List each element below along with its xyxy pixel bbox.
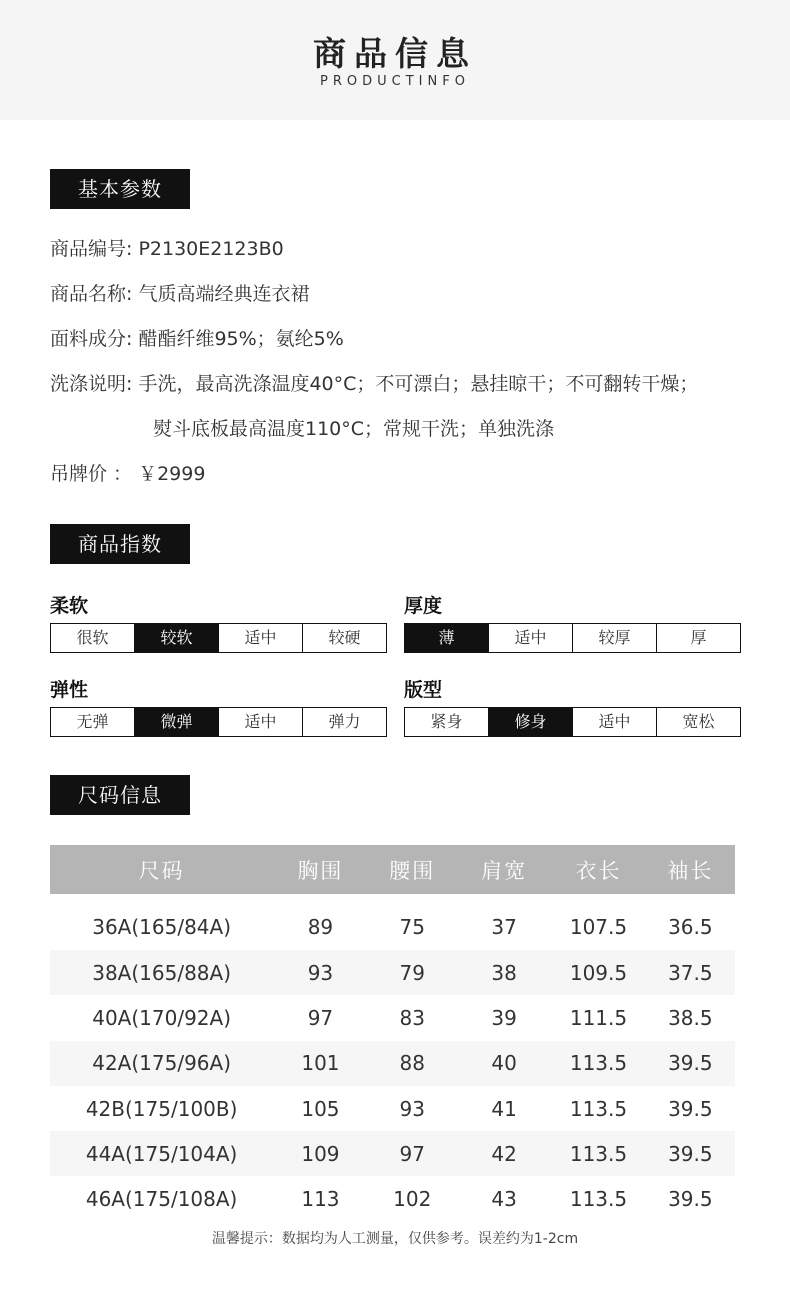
table-row (50, 995, 735, 1040)
table-cell: 109 (273, 1131, 367, 1176)
table-cell: 43 (491, 1187, 517, 1212)
table-cell: 89 (307, 915, 334, 939)
table-cell: 40A(170/92A) (92, 1005, 232, 1030)
table-cell: 44A(175/104A) (50, 1131, 273, 1176)
index-option: 厚 (656, 624, 740, 652)
param-name: 商品名称: 气质高端经典连衣裙 (50, 283, 310, 305)
table-cell: 113.5 (569, 1187, 628, 1212)
table-cell: 107.5 (569, 915, 628, 939)
page-header (0, 0, 790, 120)
table-cell: 36A(165/84A) (92, 915, 232, 939)
index-option: 修身 (488, 708, 572, 736)
table-cell: 36.5 (668, 915, 713, 939)
index-bar-elasticity (50, 707, 387, 737)
index-option: 弹力 (302, 708, 386, 736)
table-cell: 42 (457, 1131, 551, 1176)
table-cell: 97 (368, 1131, 457, 1176)
section-tag-index: 商品指数 (50, 524, 190, 564)
col-header-size: 尺码 (50, 845, 273, 894)
table-cell: 79 (368, 950, 457, 995)
table-row (50, 1086, 735, 1131)
table-cell: 113.5 (569, 1096, 628, 1121)
table-row (50, 1131, 735, 1176)
index-title-elasticity: 弹性 (50, 679, 89, 701)
table-cell: 38.5 (668, 1005, 713, 1030)
size-table (50, 845, 735, 1222)
table-cell: 111.5 (569, 1005, 628, 1030)
index-option: 很软 (76, 628, 109, 647)
table-cell: 93 (273, 950, 367, 995)
table-row (50, 950, 735, 995)
index-option: 较厚 (572, 624, 656, 652)
index-option: 较软 (134, 624, 218, 652)
col-header-length: 衣长 (551, 845, 645, 894)
index-bar-thickness (404, 623, 741, 653)
col-header-shoulder: 肩宽 (457, 845, 551, 894)
index-option: 无弹 (76, 712, 109, 731)
table-cell: 37.5 (646, 950, 735, 995)
index-title-fit: 版型 (404, 679, 443, 701)
table-cell: 41 (491, 1096, 517, 1121)
param-wash-cont: 熨斗底板最高温度110°C；常规干洗；单独洗涤 (153, 418, 555, 440)
index-bar-softness (50, 623, 387, 653)
table-row (50, 1176, 735, 1221)
param-fabric: 面料成分: 醋酯纤维95%；氨纶5% (50, 328, 344, 350)
table-cell: 39.5 (668, 1187, 713, 1212)
table-cell: 40 (457, 1041, 551, 1086)
index-option: 紧身 (430, 712, 463, 731)
table-cell: 88 (368, 1041, 457, 1086)
table-cell: 113.5 (551, 1131, 645, 1176)
table-cell: 38 (457, 950, 551, 995)
index-option: 较硬 (302, 624, 386, 652)
index-option: 适中 (218, 624, 302, 652)
table-cell: 38A(165/88A) (50, 950, 273, 995)
size-note: 温馨提示：数据均为人工测量，仅供参考。误差约为1-2cm (211, 1231, 579, 1247)
index-option: 适中 (572, 708, 656, 736)
table-cell: 101 (273, 1041, 367, 1086)
col-header-waist: 腰围 (368, 845, 457, 894)
table-cell: 105 (301, 1096, 340, 1121)
table-cell: 113 (301, 1187, 340, 1212)
table-cell: 39.5 (646, 1041, 735, 1086)
table-cell: 39.5 (646, 1131, 735, 1176)
col-header-bust: 胸围 (273, 845, 367, 894)
table-cell: 42B(175/100B) (85, 1096, 238, 1121)
table-cell: 39.5 (668, 1096, 713, 1121)
table-row (50, 1041, 735, 1086)
table-cell: 39 (491, 1005, 517, 1030)
size-table-header (50, 845, 735, 894)
table-cell: 75 (399, 915, 425, 939)
table-cell: 97 (307, 1005, 334, 1030)
section-tag-basic: 基本参数 (50, 169, 190, 209)
index-bar-fit (404, 707, 741, 737)
page-subtitle: PRODUCTINFO (320, 74, 470, 89)
table-cell: 83 (399, 1005, 425, 1030)
param-sku: 商品编号: P2130E2123B0 (50, 238, 284, 260)
table-row (50, 894, 735, 950)
param-wash: 洗涤说明: 手洗，最高洗涤温度40°C；不可漂白；悬挂晾干；不可翻转干燥； (50, 373, 699, 395)
col-header-sleeve: 袖长 (646, 845, 735, 894)
index-option: 适中 (218, 708, 302, 736)
index-title-softness: 柔软 (50, 595, 89, 617)
table-cell: 42A(175/96A) (50, 1041, 273, 1086)
table-cell: 109.5 (551, 950, 645, 995)
table-cell: 37 (491, 915, 517, 939)
table-cell: 102 (393, 1187, 432, 1212)
page-title: 商品信息 (313, 34, 477, 73)
table-cell: 46A(175/108A) (85, 1187, 238, 1212)
section-tag-size: 尺码信息 (50, 775, 190, 815)
table-cell: 93 (399, 1096, 425, 1121)
index-option: 薄 (405, 624, 488, 652)
table-cell: 113.5 (551, 1041, 645, 1086)
index-title-thickness: 厚度 (404, 595, 443, 617)
param-price: 吊牌价 ： ￥2999 (50, 463, 206, 485)
index-option: 微弹 (134, 708, 218, 736)
index-option: 宽松 (656, 708, 740, 736)
index-option: 适中 (488, 624, 572, 652)
